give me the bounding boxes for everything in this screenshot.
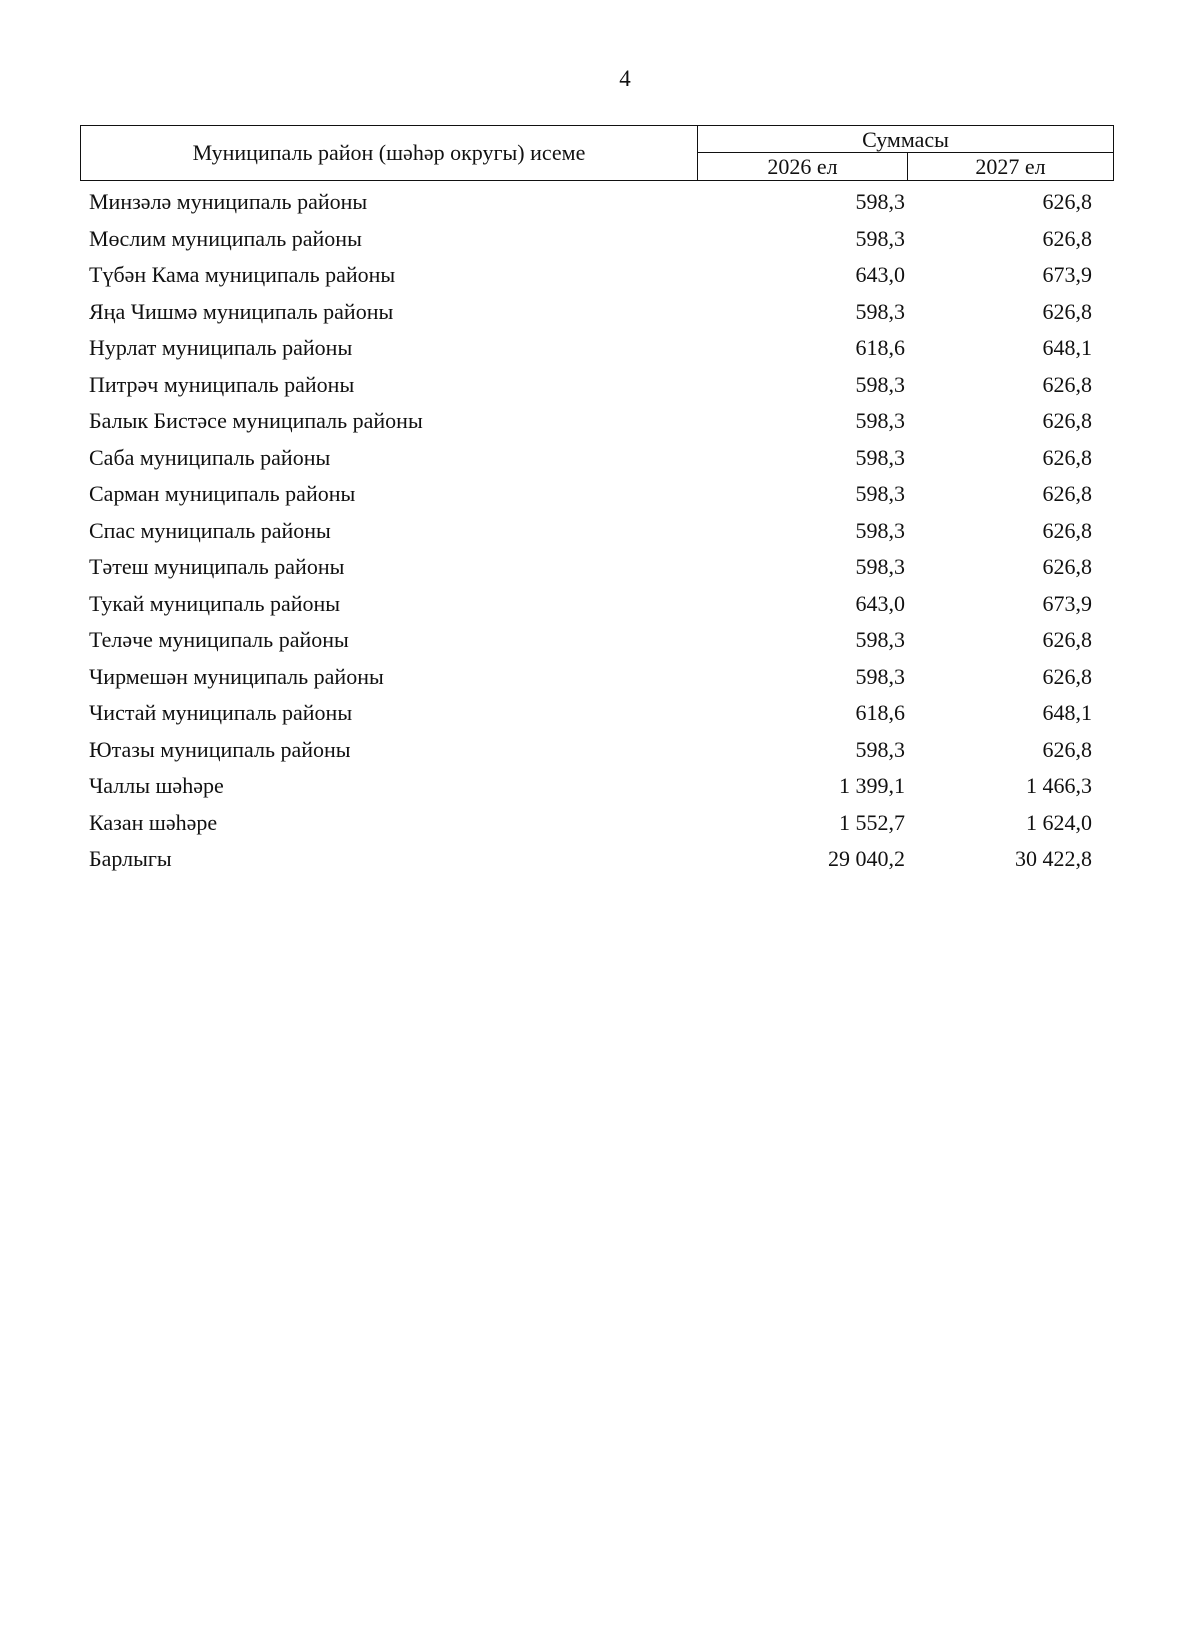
row-value-2026: 643,0 [855,262,905,287]
row-value-2027: 648,1 [1042,700,1092,725]
table-row [80,476,1114,513]
row-value-2026: 598,3 [855,554,905,579]
row-value-2026: 598,3 [855,225,905,251]
row-value-2026: 598,3 [855,627,905,652]
table-row [80,732,1114,769]
row-value-2027: 30 422,8 [1015,846,1092,871]
table-row [80,184,1114,221]
row-value-2027: 673,9 [1042,590,1092,616]
row-value-2026: 1 552,7 [839,809,905,835]
table-row [80,695,1114,732]
table-row [80,586,1114,623]
row-value-2027: 1 466,3 [1026,773,1092,798]
row-value-2026: 598,3 [855,371,905,397]
row-name: Мөслим муниципаль районы [89,225,362,251]
table-row [80,513,1114,550]
header-sum-column: Суммасы [698,126,1113,153]
row-name: Тәтеш муниципаль районы [89,554,345,579]
row-value-2026: 598,3 [855,517,905,543]
table-row [80,294,1114,331]
row-value-2027: 648,1 [1042,335,1092,360]
row-value-2026: 598,3 [855,408,905,433]
row-name: Казан шәһәре [89,809,218,835]
row-name: Чаллы шәһәре [89,773,224,798]
row-name: Тукай муниципаль районы [89,590,341,616]
header-name-column: Муниципаль район (шәһәр округы) исеме [81,126,698,180]
table-row [80,367,1114,404]
row-value-2027: 626,8 [1042,444,1092,470]
header-year-2027: 2027 ел [975,154,1046,179]
row-value-2026: 618,6 [855,335,905,360]
header-year-2026: 2026 ел [698,153,908,180]
row-value-2027: 626,8 [1042,298,1092,324]
row-name: Барлыгы [89,846,172,871]
row-name: Спас муниципаль районы [89,517,331,543]
row-name: Түбән Кама муниципаль районы [89,262,396,287]
row-name: Ютазы муниципаль районы [89,736,351,762]
row-value-2027: 626,8 [1042,517,1092,543]
row-name: Теләче муниципаль районы [89,627,349,652]
row-value-2026: 598,3 [855,736,905,762]
row-value-2027: 626,8 [1042,481,1092,506]
row-value-2027: 626,8 [1042,736,1092,762]
table-row [80,768,1114,805]
table-header [80,125,1114,181]
row-name: Сарман муниципаль районы [89,481,356,506]
row-value-2027: 673,9 [1042,262,1092,287]
table-row [80,221,1114,258]
page-number: 4 [619,66,631,91]
row-name: Чистай муниципаль районы [89,700,353,725]
row-value-2026: 643,0 [855,590,905,616]
row-name: Яңа Чишмә муниципаль районы [89,298,394,324]
row-name: Балык Бистәсе муниципаль районы [89,408,423,433]
row-value-2027: 626,8 [1042,554,1092,579]
row-name: Нурлат муниципаль районы [89,335,353,360]
row-value-2026: 598,3 [855,189,905,214]
row-name: Минзәлә муниципаль районы [89,189,368,214]
table-row [80,549,1114,586]
row-value-2026: 618,6 [855,700,905,725]
table-row [80,257,1114,294]
row-value-2026: 29 040,2 [828,846,905,871]
row-value-2026: 598,3 [855,663,905,689]
table-row [80,659,1114,696]
table-row [80,403,1114,440]
row-value-2027: 626,8 [1042,371,1092,397]
table-row [80,805,1114,842]
row-name: Саба муниципаль районы [89,444,331,470]
row-value-2027: 626,8 [1042,663,1092,689]
table-row [80,440,1114,477]
row-value-2027: 626,8 [1042,627,1092,652]
row-name: Питрәч муниципаль районы [89,371,355,397]
table-body [80,184,1114,878]
row-name: Чирмешән муниципаль районы [89,663,384,689]
table-row [80,622,1114,659]
row-value-2026: 598,3 [855,444,905,470]
row-value-2027: 626,8 [1042,189,1092,214]
table-row [80,330,1114,367]
row-value-2027: 626,8 [1042,408,1092,433]
table-row [80,841,1114,878]
row-value-2026: 598,3 [855,298,905,324]
row-value-2026: 598,3 [855,481,905,506]
row-value-2026: 1 399,1 [839,773,905,798]
row-value-2027: 626,8 [1042,225,1092,251]
row-value-2027: 1 624,0 [1026,809,1092,835]
